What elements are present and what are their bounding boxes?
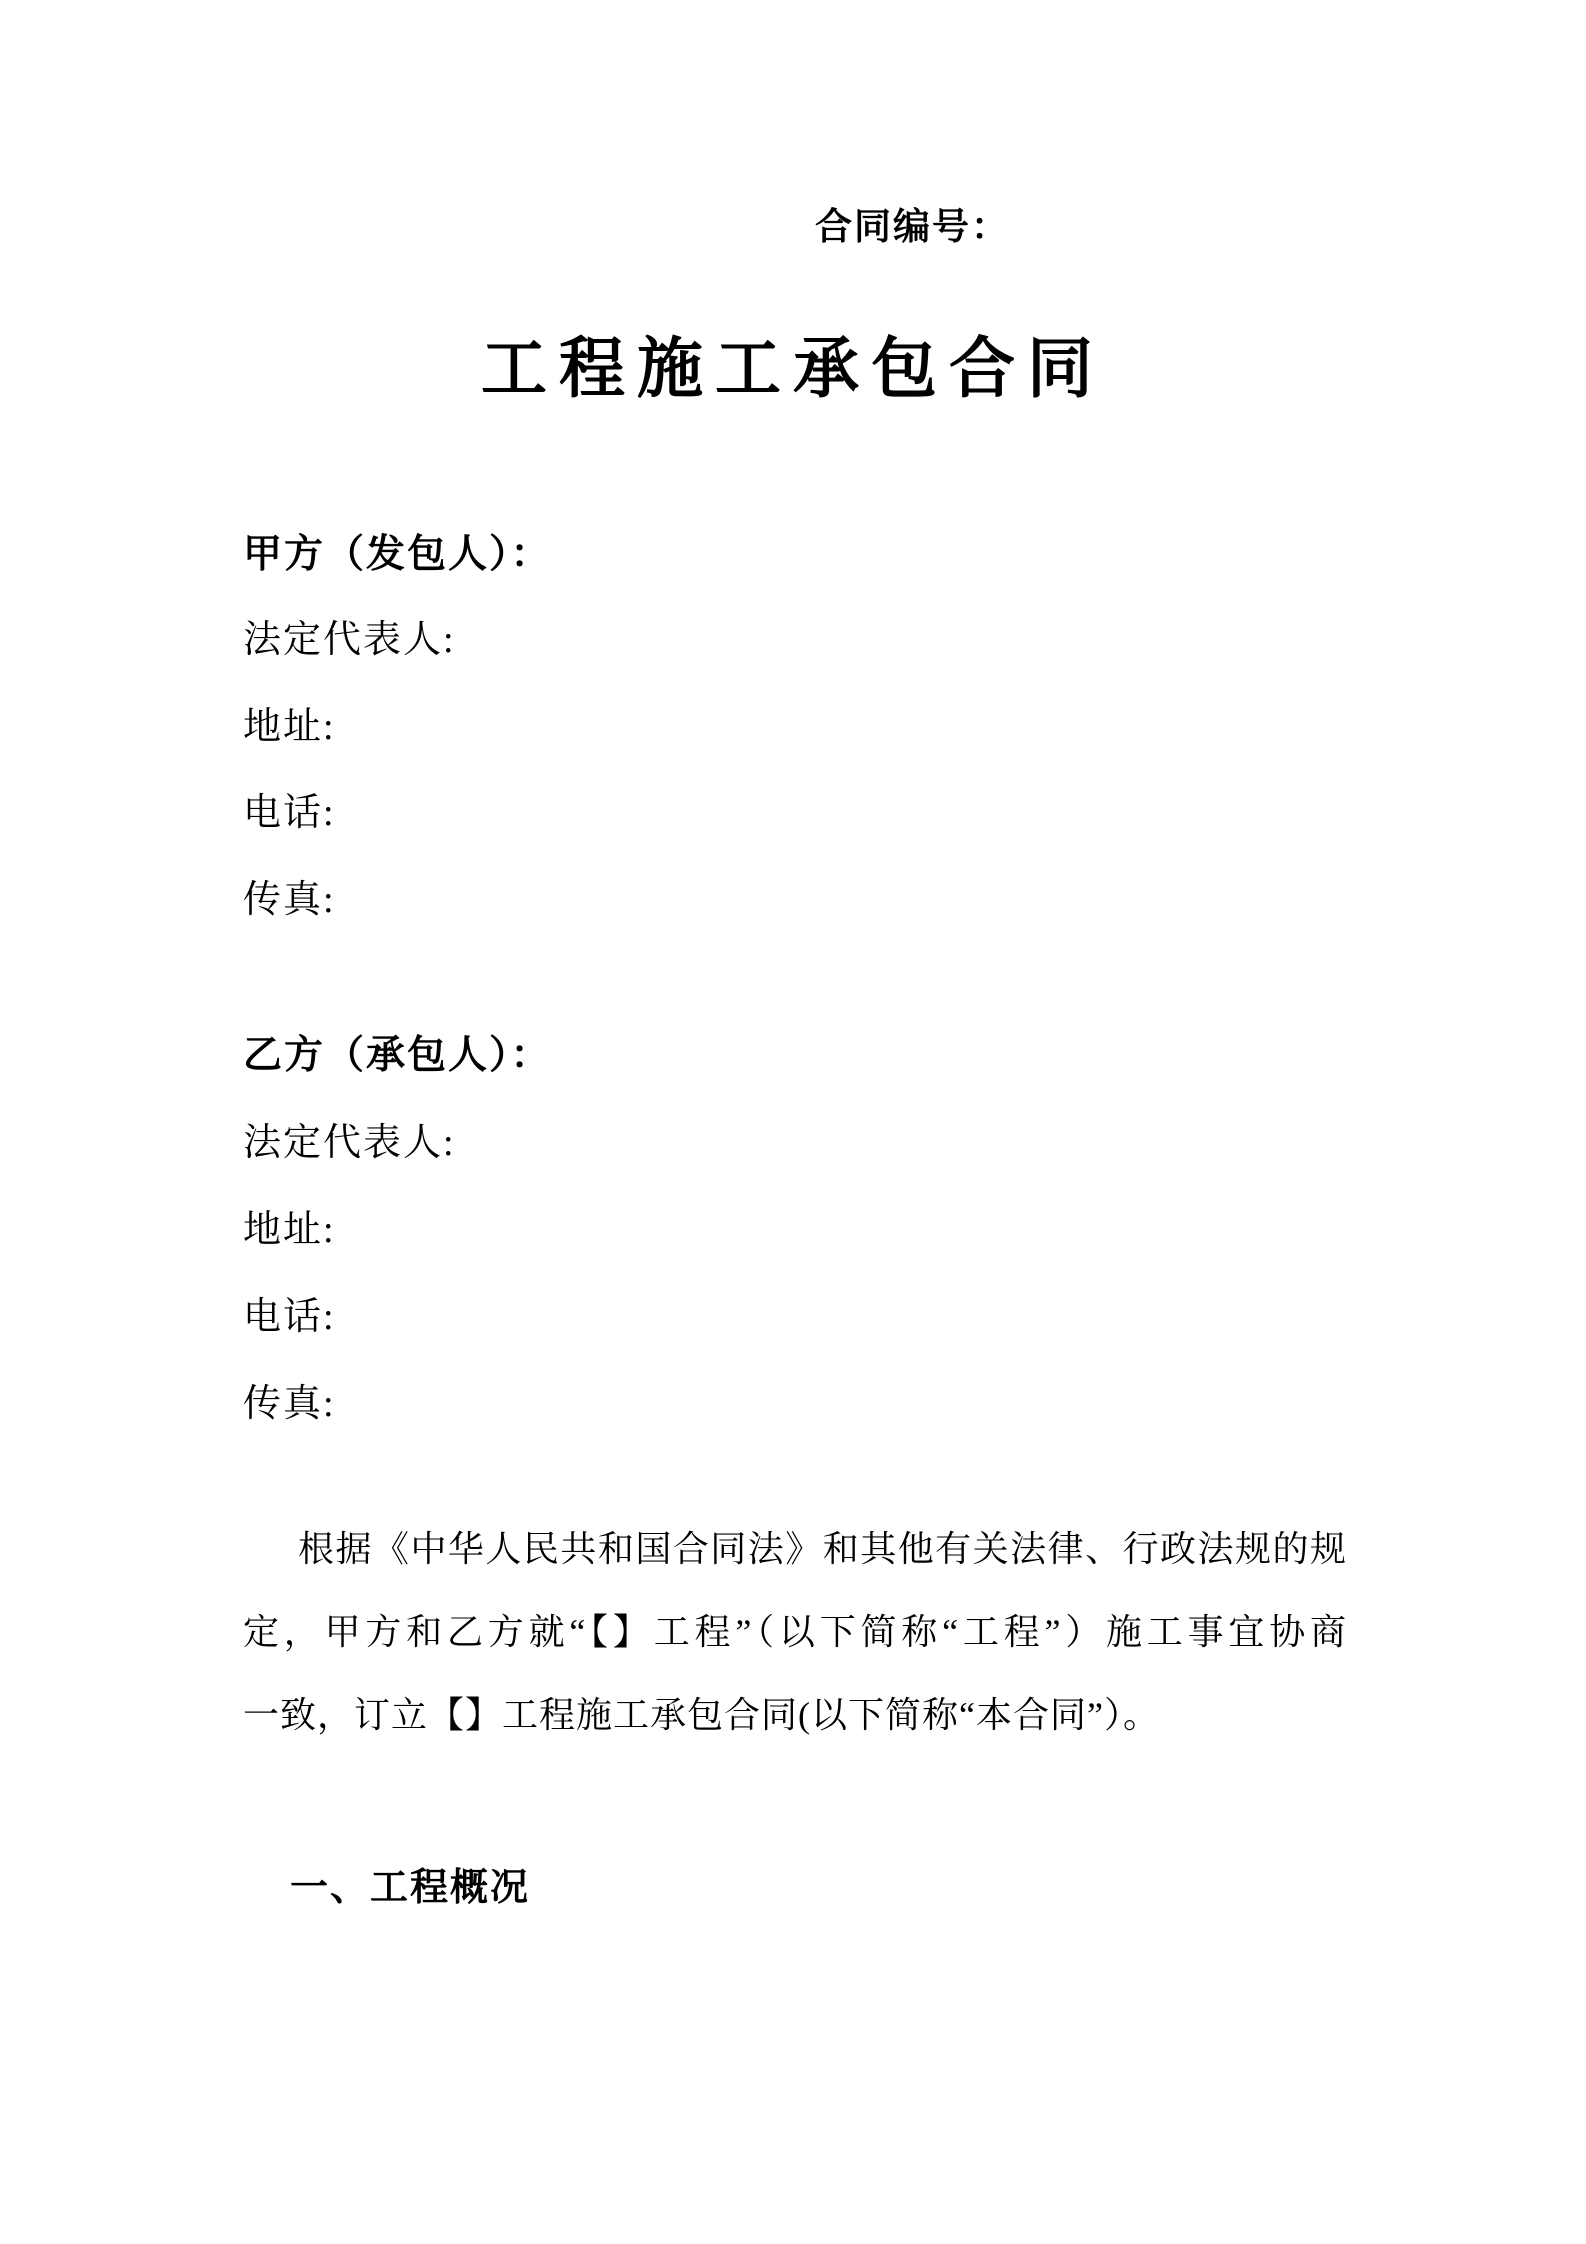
party-a-fax-label: 传真: <box>243 879 336 921</box>
party-b-legal-representative-label: 法定代表人: <box>243 1122 456 1164</box>
party-b-address-label: 地址: <box>243 1209 336 1251</box>
preamble-line: 根据《中华人民共和国合同法》和其他有关法律、行政法规的规 <box>298 1529 1347 1569</box>
preamble-line: 一致，订立【】工程施工承包合同(以下简称“本合同”）。 <box>243 1695 1160 1735</box>
contract-number-label: 合同编号： <box>815 207 1010 248</box>
section-heading-project-overview: 一、工程概况 <box>290 1867 531 1909</box>
party-b-phone-label: 电话: <box>243 1296 336 1338</box>
party-b-heading: 乙方（承包人）： <box>243 1034 552 1077</box>
party-a-phone-label: 电话: <box>243 792 336 834</box>
party-a-address-label: 地址: <box>243 706 336 748</box>
preamble-line: 定，甲方和乙方就“【】工程”（以下简称“工程”）施工事宜协商 <box>243 1612 1347 1652</box>
party-b-fax-label: 传真: <box>243 1383 336 1425</box>
document-title: 工程施工承包合同 <box>481 333 1105 406</box>
party-a-legal-representative-label: 法定代表人: <box>243 619 456 661</box>
party-a-heading: 甲方（发包人）： <box>243 533 552 576</box>
